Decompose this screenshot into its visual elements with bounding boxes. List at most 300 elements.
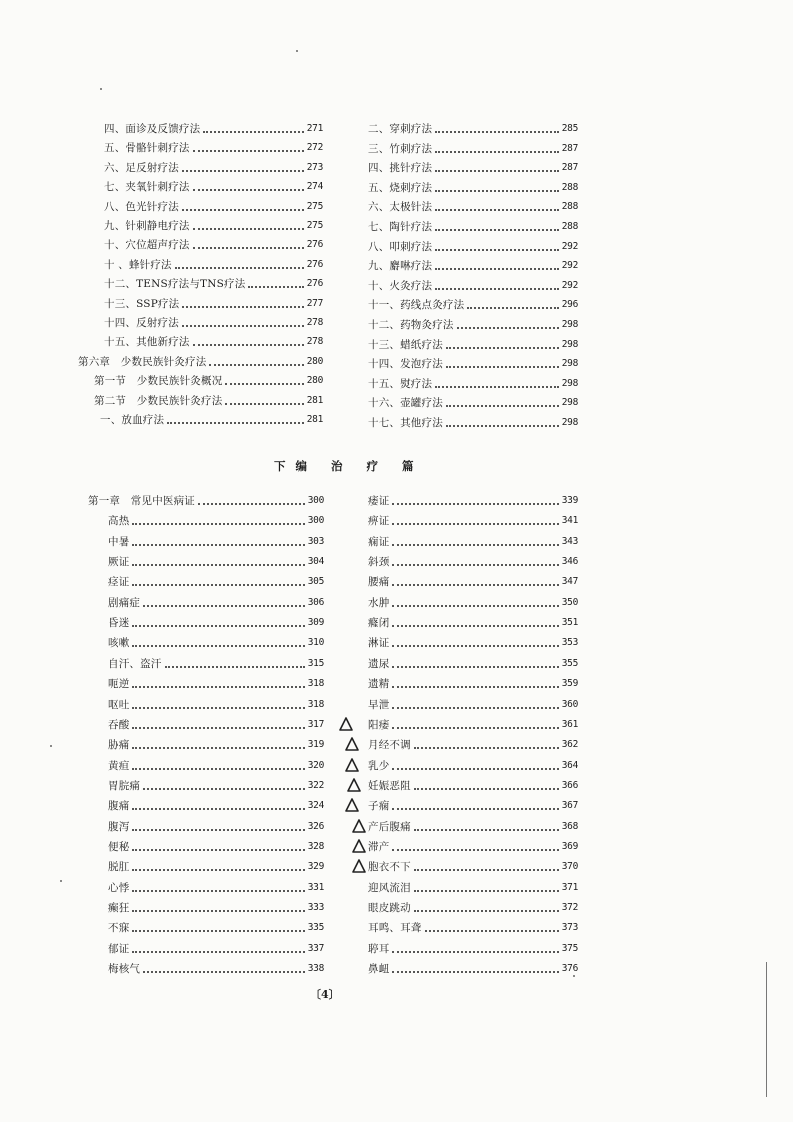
toc-entry xyxy=(88,490,324,508)
toc-entry xyxy=(108,531,324,549)
toc-entry-page: 369 xyxy=(561,840,578,852)
toc-entry-title: 中暑 xyxy=(108,535,130,548)
toc-entry xyxy=(368,592,578,610)
toc-entry-page: 292 xyxy=(561,240,578,252)
toc-entry xyxy=(108,938,324,956)
toc-leader-dots xyxy=(225,403,303,405)
toc-entry-title: 梅核气 xyxy=(108,963,141,976)
toc-entry-title: 咳嗽 xyxy=(108,637,130,650)
toc-entry xyxy=(368,632,578,650)
toc-leader-dots xyxy=(143,788,305,790)
page-number: 〔4〕 xyxy=(310,988,340,1001)
toc-entry-title: 心悸 xyxy=(108,881,130,894)
toc-leader-dots xyxy=(435,249,559,251)
toc-leader-dots xyxy=(193,344,304,346)
toc-entry-title: 第六章 少数民族针灸疗法 xyxy=(78,355,207,368)
toc-entry-title: 妊娠恶阻 xyxy=(368,779,411,792)
toc-entry-title: 剧痛症 xyxy=(108,596,141,609)
toc-entry-title: 黄疸 xyxy=(108,759,130,772)
toc-entry xyxy=(108,714,324,732)
toc-entry xyxy=(108,612,324,630)
toc-entry-page: 371 xyxy=(561,881,578,893)
toc-entry-title: 不寐 xyxy=(108,922,130,935)
toc-leader-dots xyxy=(392,971,558,973)
toc-entry-title: 十五、其他新疗法 xyxy=(104,336,190,349)
toc-leader-dots xyxy=(467,307,558,309)
toc-entry-title: 痫证 xyxy=(368,535,390,548)
toc-entry-page: 362 xyxy=(561,739,578,751)
toc-entry-title: 十一、药线点灸疗法 xyxy=(368,299,465,312)
toc-leader-dots xyxy=(143,605,305,607)
toc-entry-title: 九、针刺静电疗法 xyxy=(104,220,190,232)
toc-entry-page: 361 xyxy=(561,718,578,730)
toc-entry-page: 275 xyxy=(306,220,323,231)
toc-entry-page: 287 xyxy=(561,162,578,174)
toc-entry xyxy=(368,118,578,136)
toc-entry xyxy=(104,196,323,214)
triangle-mark-icon xyxy=(351,838,367,854)
toc-leader-dots xyxy=(392,544,558,546)
toc-leader-dots xyxy=(446,425,559,427)
toc-entry-title: 阳痿 xyxy=(368,718,390,731)
toc-entry-title: 子痫 xyxy=(368,800,390,813)
toc-leader-dots xyxy=(193,228,304,230)
toc-entry-page: 285 xyxy=(561,123,578,134)
toc-entry-title: 十四、反射疗法 xyxy=(104,317,179,329)
toc-leader-dots xyxy=(435,209,559,211)
toc-entry-page: 319 xyxy=(307,739,324,751)
toc-entry-page: 271 xyxy=(306,123,323,134)
toc-entry xyxy=(108,571,324,589)
toc-leader-dots xyxy=(193,247,304,249)
toc-entry xyxy=(104,234,323,252)
toc-entry-page: 278 xyxy=(306,317,323,328)
toc-leader-dots xyxy=(132,707,304,709)
triangle-mark-icon xyxy=(344,797,360,813)
toc-entry xyxy=(368,216,578,234)
toc-entry-page: 351 xyxy=(561,617,578,629)
toc-entry xyxy=(368,236,578,254)
toc-entry-page: 343 xyxy=(561,535,578,547)
toc-leader-dots xyxy=(392,523,558,525)
toc-entry-title: 吞酸 xyxy=(108,718,130,731)
toc-entry-page: 276 xyxy=(306,239,323,251)
toc-leader-dots xyxy=(392,768,558,770)
toc-entry-title: 胁痛 xyxy=(108,739,130,752)
toc-entry-title: 七、陶针疗法 xyxy=(368,221,433,233)
toc-entry xyxy=(368,412,578,430)
toc-entry-page: 304 xyxy=(307,556,324,568)
triangle-mark-icon xyxy=(344,757,360,773)
toc-entry xyxy=(368,255,578,273)
toc-leader-dots xyxy=(392,625,558,627)
toc-leader-dots xyxy=(392,727,558,729)
toc-entry xyxy=(108,673,324,691)
toc-leader-dots xyxy=(132,747,304,749)
toc-entry-page: 309 xyxy=(307,617,324,629)
toc-entry-title: 癫狂 xyxy=(108,902,130,914)
toc-leader-dots xyxy=(132,544,304,546)
toc-entry-title: 产后腹痛 xyxy=(368,820,411,833)
toc-entry-page: 306 xyxy=(307,596,324,608)
toc-leader-dots xyxy=(248,286,303,288)
toc-entry-title: 遗精 xyxy=(368,678,390,691)
toc-entry-title: 滞产 xyxy=(368,840,390,853)
toc-entry xyxy=(368,334,578,352)
toc-entry-title: 水肿 xyxy=(368,596,390,609)
toc-entry-page: 328 xyxy=(307,840,324,852)
toc-leader-dots xyxy=(435,229,559,231)
toc-leader-dots xyxy=(435,268,559,270)
toc-entry-title: 遗尿 xyxy=(368,657,390,670)
scan-speck xyxy=(573,975,575,977)
toc-leader-dots xyxy=(193,150,304,152)
toc-entry-title: 呃逆 xyxy=(108,678,130,691)
toc-leader-dots xyxy=(392,503,558,505)
toc-entry-page: 318 xyxy=(307,698,324,710)
toc-entry-title: 三、竹刺疗法 xyxy=(368,142,433,155)
toc-leader-dots xyxy=(209,364,303,366)
toc-entry xyxy=(78,351,323,369)
toc-entry xyxy=(94,370,323,388)
toc-leader-dots xyxy=(392,645,558,647)
toc-entry-title: 五、烧刺疗法 xyxy=(368,181,433,194)
toc-entry xyxy=(108,836,324,854)
toc-leader-dots xyxy=(193,189,304,191)
toc-leader-dots xyxy=(203,131,303,133)
toc-entry xyxy=(108,856,324,874)
toc-entry xyxy=(368,816,578,834)
toc-entry-page: 373 xyxy=(561,922,578,934)
toc-entry-title: 自汗、盗汗 xyxy=(108,657,162,670)
toc-entry-page: 339 xyxy=(561,495,578,506)
toc-entry xyxy=(368,196,578,214)
toc-entry-title: 月经不调 xyxy=(368,739,411,752)
scan-speck xyxy=(60,880,62,882)
toc-entry xyxy=(368,551,578,569)
triangle-mark-icon xyxy=(351,818,367,834)
toc-entry-page: 281 xyxy=(306,394,323,406)
toc-entry xyxy=(368,755,578,773)
toc-entry-title: 鼻衄 xyxy=(368,963,390,976)
section-title: 下编 治 疗 篇 xyxy=(274,459,424,473)
toc-leader-dots xyxy=(132,869,304,871)
toc-entry-page: 281 xyxy=(306,414,323,425)
toc-leader-dots xyxy=(132,910,304,912)
toc-entry xyxy=(368,856,578,874)
toc-entry xyxy=(108,653,324,671)
toc-entry-page: 298 xyxy=(561,319,578,330)
toc-entry-title: 高热 xyxy=(108,515,130,528)
toc-leader-dots xyxy=(414,788,559,790)
toc-entry-page: 272 xyxy=(306,142,323,154)
toc-leader-dots xyxy=(435,151,559,153)
toc-entry-title: 十六、壶罐疗法 xyxy=(368,397,443,410)
toc-entry-page: 276 xyxy=(306,278,323,290)
toc-leader-dots xyxy=(435,190,559,192)
toc-entry-title: 一、放血疗法 xyxy=(100,414,165,426)
scan-speck xyxy=(50,745,52,747)
toc-entry xyxy=(108,816,324,834)
toc-entry xyxy=(368,897,578,915)
toc-leader-dots xyxy=(132,808,304,810)
toc-entry xyxy=(368,353,578,371)
toc-leader-dots xyxy=(446,405,559,407)
toc-entry xyxy=(104,254,323,272)
toc-entry-title: 腹痛 xyxy=(108,800,130,813)
toc-entry xyxy=(368,938,578,956)
toc-entry-page: 347 xyxy=(561,576,578,588)
toc-entry-page: 337 xyxy=(307,942,324,954)
toc-entry-title: 斜颈 xyxy=(368,556,390,569)
toc-entry xyxy=(108,795,324,813)
toc-entry xyxy=(108,755,324,773)
toc-entry xyxy=(104,331,323,349)
toc-entry-page: 375 xyxy=(561,942,578,954)
toc-leader-dots xyxy=(132,727,304,729)
toc-leader-dots xyxy=(182,306,303,308)
toc-leader-dots xyxy=(132,523,304,525)
toc-entry xyxy=(368,275,578,293)
toc-entry-page: 288 xyxy=(561,221,578,232)
toc-entry xyxy=(108,917,324,935)
toc-entry-page: 366 xyxy=(561,779,578,791)
triangle-mark-icon xyxy=(351,858,367,874)
toc-entry xyxy=(368,157,578,175)
toc-entry xyxy=(368,694,578,712)
toc-entry xyxy=(104,215,323,233)
toc-entry-page: 329 xyxy=(307,861,324,873)
toc-entry xyxy=(368,490,578,508)
toc-leader-dots xyxy=(435,386,559,388)
toc-entry xyxy=(368,653,578,671)
toc-entry-page: 350 xyxy=(561,596,578,608)
toc-entry-page: 300 xyxy=(307,495,324,506)
toc-entry-title: 十三、SSP疗法 xyxy=(104,297,180,310)
toc-entry xyxy=(368,392,578,410)
toc-leader-dots xyxy=(414,747,559,749)
toc-leader-dots xyxy=(392,564,558,566)
toc-entry xyxy=(368,373,578,391)
toc-entry-page: 298 xyxy=(561,397,578,409)
toc-leader-dots xyxy=(167,422,304,424)
toc-entry xyxy=(368,734,578,752)
toc-entry xyxy=(368,531,578,549)
scan-speck xyxy=(100,88,102,90)
toc-entry-title: 胃脘痛 xyxy=(108,779,141,792)
toc-leader-dots xyxy=(446,347,559,349)
toc-leader-dots xyxy=(132,951,304,953)
toc-leader-dots xyxy=(457,327,559,329)
toc-leader-dots xyxy=(132,849,304,851)
toc-entry-page: 298 xyxy=(561,338,578,350)
toc-entry-page: 278 xyxy=(306,336,323,348)
toc-entry xyxy=(104,176,323,194)
scan-edge-line xyxy=(766,962,767,1097)
toc-entry xyxy=(368,314,578,332)
toc-entry-page: 326 xyxy=(307,820,324,832)
toc-entry-page: 292 xyxy=(561,279,578,291)
toc-entry xyxy=(368,958,578,976)
toc-entry-page: 317 xyxy=(307,718,324,730)
toc-entry-title: 十二、药物灸疗法 xyxy=(368,319,454,331)
toc-entry xyxy=(108,734,324,752)
toc-leader-dots xyxy=(132,645,304,647)
toc-entry-page: 360 xyxy=(561,698,578,710)
toc-entry-page: 364 xyxy=(561,759,578,771)
toc-entry-page: 331 xyxy=(307,881,324,893)
toc-entry-title: 迎风流泪 xyxy=(368,881,411,894)
toc-entry-title: 十 、蜂针疗法 xyxy=(104,258,172,271)
toc-leader-dots xyxy=(182,170,304,172)
toc-entry-page: 275 xyxy=(306,200,323,212)
toc-entry-title: 六、足反射疗法 xyxy=(104,161,179,174)
toc-entry-page: 277 xyxy=(306,297,323,309)
toc-leader-dots xyxy=(392,605,558,607)
toc-entry xyxy=(104,157,323,175)
toc-entry xyxy=(368,836,578,854)
toc-entry xyxy=(368,775,578,793)
toc-leader-dots xyxy=(182,325,304,327)
toc-leader-dots xyxy=(132,930,304,932)
triangle-mark-icon xyxy=(338,716,354,732)
toc-entry xyxy=(94,390,323,408)
toc-entry-page: 376 xyxy=(561,963,578,975)
toc-leader-dots xyxy=(132,584,304,586)
toc-entry-title: 胞衣不下 xyxy=(368,861,411,874)
toc-entry-page: 368 xyxy=(561,820,578,832)
toc-entry-page: 367 xyxy=(561,800,578,812)
toc-entry-title: 七、夹氧针刺疗法 xyxy=(104,181,190,194)
toc-leader-dots xyxy=(132,768,304,770)
toc-entry-page: 288 xyxy=(561,181,578,193)
toc-entry-page: 346 xyxy=(561,556,578,568)
toc-leader-dots xyxy=(182,209,304,211)
toc-entry-title: 十四、发泡疗法 xyxy=(368,358,443,371)
toc-entry-page: 322 xyxy=(307,779,324,791)
toc-entry-page: 276 xyxy=(306,258,323,270)
toc-entry-page: 359 xyxy=(561,678,578,690)
toc-entry-title: 二、穿刺疗法 xyxy=(368,123,433,135)
toc-entry-title: 癃闭 xyxy=(368,617,390,630)
toc-entry-title: 第二节 少数民族针灸疗法 xyxy=(94,394,223,407)
toc-leader-dots xyxy=(132,829,304,831)
toc-entry-page: 280 xyxy=(306,375,323,387)
toc-entry-page: 298 xyxy=(561,358,578,370)
toc-entry-title: 八、叩刺疗法 xyxy=(368,240,433,253)
toc-leader-dots xyxy=(392,849,558,851)
toc-entry-page: 296 xyxy=(561,299,578,311)
toc-entry-page: 372 xyxy=(561,902,578,913)
toc-entry xyxy=(108,775,324,793)
toc-entry-page: 324 xyxy=(307,800,324,812)
toc-leader-dots xyxy=(392,666,558,668)
toc-entry-title: 淋证 xyxy=(368,637,390,650)
toc-entry-page: 335 xyxy=(307,922,324,934)
toc-entry xyxy=(108,694,324,712)
toc-entry-title: 聤耳 xyxy=(368,942,390,955)
toc-entry-title: 腰痛 xyxy=(368,576,390,589)
toc-leader-dots xyxy=(392,951,558,953)
toc-entry xyxy=(100,409,323,427)
toc-entry xyxy=(108,632,324,650)
toc-entry xyxy=(368,877,578,895)
toc-entry-page: 298 xyxy=(561,417,578,428)
toc-entry xyxy=(368,612,578,630)
toc-entry-title: 厥证 xyxy=(108,556,130,569)
toc-entry-title: 十三、蜡纸疗法 xyxy=(368,338,443,351)
triangle-mark-icon xyxy=(346,777,362,793)
toc-leader-dots xyxy=(132,890,304,892)
toc-leader-dots xyxy=(414,890,559,892)
toc-entry xyxy=(368,177,578,195)
toc-entry-title: 九、麝啉疗法 xyxy=(368,260,433,273)
toc-entry xyxy=(368,571,578,589)
toc-entry-page: 355 xyxy=(561,657,578,669)
toc-leader-dots xyxy=(392,707,558,709)
toc-entry-page: 287 xyxy=(561,142,578,154)
toc-entry-title: 呕吐 xyxy=(108,698,130,711)
toc-entry-page: 292 xyxy=(561,260,578,272)
triangle-mark-icon xyxy=(344,736,360,752)
toc-entry-title: 眼皮跳动 xyxy=(368,902,411,914)
toc-entry xyxy=(104,118,323,136)
toc-entry-title: 耳鸣、耳聋 xyxy=(368,922,422,935)
toc-entry xyxy=(368,138,578,156)
toc-entry-page: 303 xyxy=(307,535,324,547)
toc-entry-page: 298 xyxy=(561,377,578,389)
toc-entry-page: 300 xyxy=(307,515,324,527)
toc-entry xyxy=(108,510,324,528)
toc-entry-title: 第一节 少数民族针灸概况 xyxy=(94,375,223,388)
toc-entry-title: 痿证 xyxy=(368,495,390,507)
toc-entry xyxy=(108,551,324,569)
toc-entry-title: 十、火灸疗法 xyxy=(368,279,433,292)
toc-entry-page: 288 xyxy=(561,201,578,213)
toc-entry-title: 第一章 常见中医病证 xyxy=(88,495,195,507)
toc-leader-dots xyxy=(143,971,305,973)
toc-entry-title: 八、色光针疗法 xyxy=(104,200,179,213)
toc-entry-title: 四、面诊及反馈疗法 xyxy=(104,123,201,135)
toc-entry xyxy=(368,294,578,312)
toc-leader-dots xyxy=(175,267,304,269)
toc-entry-page: 341 xyxy=(561,515,578,527)
toc-leader-dots xyxy=(165,666,305,668)
toc-entry-page: 315 xyxy=(307,657,324,669)
scan-speck xyxy=(296,50,298,52)
toc-entry-title: 十、穴位超声疗法 xyxy=(104,239,190,252)
toc-leader-dots xyxy=(132,686,304,688)
toc-entry-page: 280 xyxy=(306,355,323,367)
toc-entry-page: 320 xyxy=(307,759,324,771)
toc-leader-dots xyxy=(435,131,559,133)
toc-entry-title: 五、骨骼针刺疗法 xyxy=(104,142,190,155)
toc-entry-page: 273 xyxy=(306,161,323,173)
toc-entry-title: 腹泻 xyxy=(108,820,130,833)
toc-leader-dots xyxy=(392,808,558,810)
toc-entry-title: 乳少 xyxy=(368,759,390,772)
toc-entry-title: 四、挑针疗法 xyxy=(368,162,433,175)
toc-entry-page: 353 xyxy=(561,637,578,649)
toc-leader-dots xyxy=(225,383,303,385)
toc-entry-page: 318 xyxy=(307,678,324,690)
toc-entry-page: 333 xyxy=(307,902,324,913)
toc-entry-title: 痹证 xyxy=(368,515,390,528)
toc-leader-dots xyxy=(425,930,559,932)
toc-leader-dots xyxy=(414,829,559,831)
toc-leader-dots xyxy=(132,564,304,566)
toc-entry-page: 338 xyxy=(307,963,324,975)
